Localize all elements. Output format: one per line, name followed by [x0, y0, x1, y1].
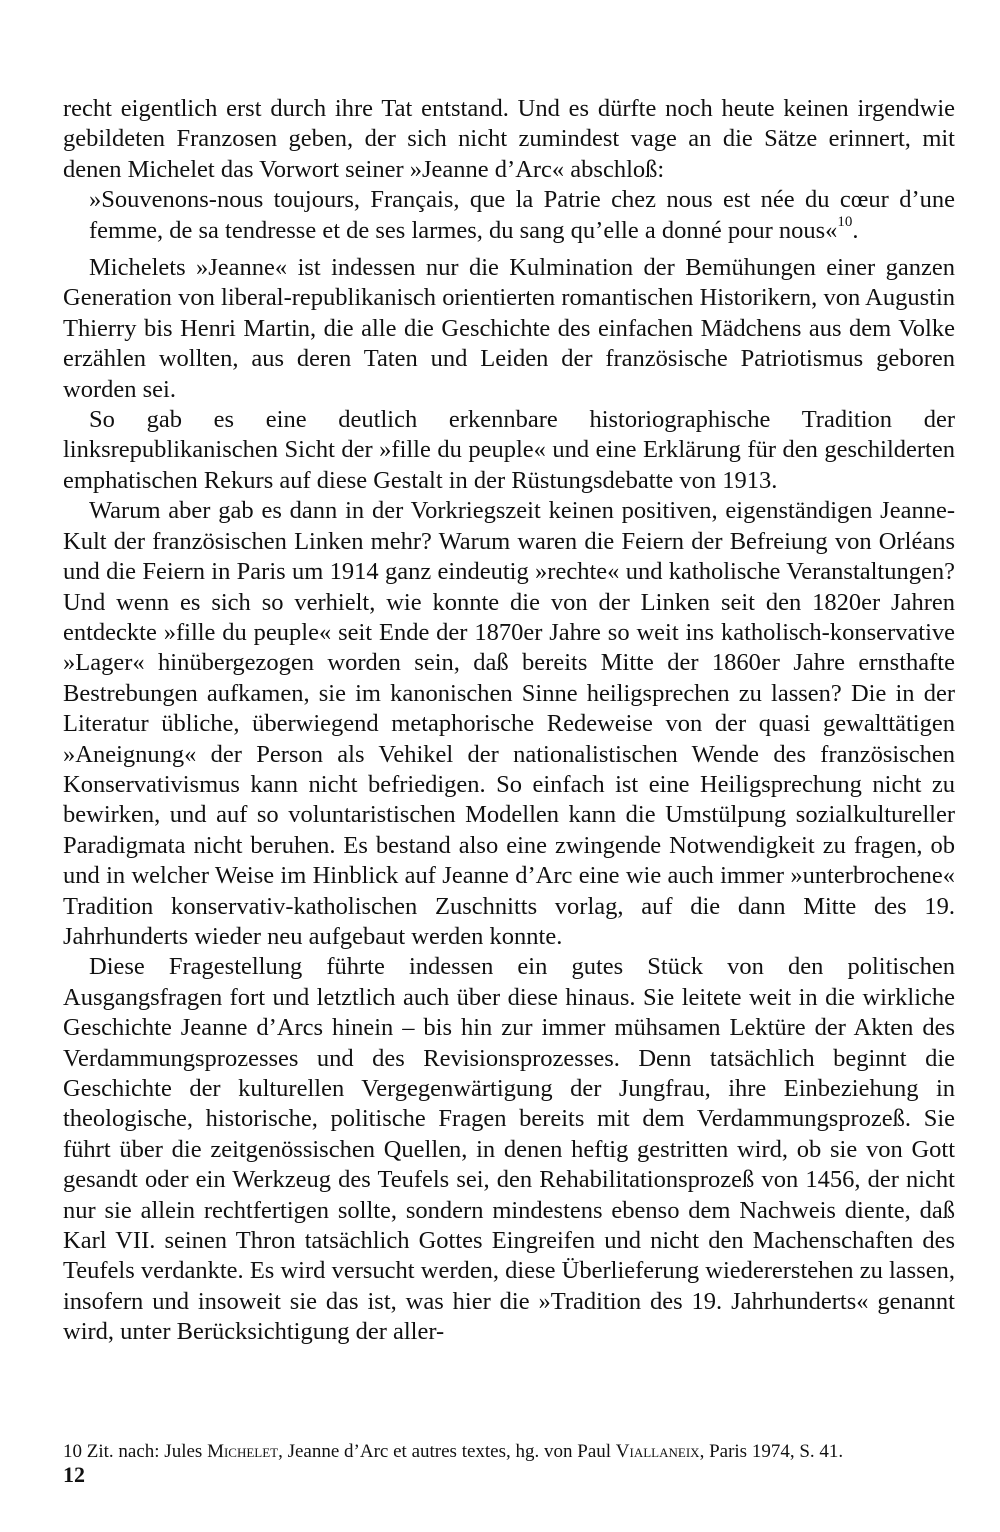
block-quote — [63, 185, 955, 246]
page-number: 12 — [63, 1462, 85, 1487]
paragraph-tradition: So gab es eine deutlich erkennbare historiographische Tradition der linksrepublikanischen Sicht der »fille du peuple« und eine Erklärung für den geschilderten emphatischen Rekurs auf diese Gestalt in der Rüstungsdebatte von 1913. — [63, 406, 955, 494]
footnote-text-middle: , Jeanne d’Arc et autres textes, hg. von Paul — [278, 1441, 612, 1462]
paragraph-vorkriegszeit: Warum aber gab es dann in der Vorkriegszeit keinen positiven, eigenständigen Jeanne-Kult der französischen Linken mehr? Warum waren die Feiern der Befreiung von Orléans und die Feiern in Paris um 1914 ganz eindeutig »rechte« und katholische Veranstaltungen? Und wenn es sich so verhielt, wie konnte die von der Linken seit den 1820er Jahren entdeckte »fille du peuple« seit Ende der 1870er Jahre so weit ins katholisch-konservative »Lager« hinübergezogen worden sein, daß bereits Mitte der 1860er Jahre ernsthafte Bestrebungen aufkamen, sie im kanonischen Sinne heiligsprechen zu lassen? Die in der Literatur übliche, überwiegend metaphorische Redeweise von der quasi gewalttätigen »Aneignung« der Person als Vehikel der nationalistischen Wende des französischen Konservativismus kann nicht befriedigen. So einfach ist eine Heiligsprechung nicht zu bewirken, und auf so voluntaristischen Modellen kann die Umstülpung sozialkultureller Paradigmata nicht beruhen. Es bestand also eine zwingende Notwendigkeit zu fragen, ob und in welcher Weise im Hinblick auf Jeanne d’Arc eine wie auch immer »unterbrochene« Tradition konservativ-katholischen Zuschnitts vorlag, auf die dann Mitte des 19. Jahrhunderts wieder neu aufgebaut werden konnte. — [63, 497, 955, 950]
body-text — [63, 94, 955, 1348]
quote-text: »Souvenons-nous toujours, Français, que la Patrie chez nous est née du cœur d’une femme, de sa tendresse et de ses larmes, du sang qu’elle a donné pour nous« — [89, 186, 955, 244]
footnote-text-start: Zit. nach: Jules — [86, 1441, 203, 1462]
paragraph-intro: recht eigentlich erst durch ihre Tat entstand. Und es dürfte noch heute keinen irgendwie gebildeten Franzosen geben, der sich nicht zumindest vage an die Sätze erinnert, mit denen Michelet das Vorwort seiner »Jeanne d’Arc« abschloß: — [63, 95, 955, 183]
footnote-author: Michelet — [207, 1441, 279, 1462]
footnote-reference: 10 — [837, 214, 853, 231]
footnote-number: 10 — [63, 1441, 82, 1462]
paragraph-michelets-jeanne: Michelets »Jeanne« ist indessen nur die Kulmination der Bemühungen einer ganzen Generation von liberal-republikanisch orientierten romantischen Historikern, von Augustin Thierry bis Henri Martin, die alle die Geschichte des einfachen Mädchens aus dem Volke erzählen wollten, aus deren Taten und Leiden der französische Patriotismus geboren worden sei. — [63, 254, 955, 403]
quote-end: . — [852, 216, 859, 244]
footnote — [63, 1440, 955, 1464]
paragraph-fragestellung: Diese Fragestellung führte indessen ein gutes Stück von den politischen Ausgangsfragen fort und letztlich auch über diese hinaus. Sie leitete weit in die wirkliche Geschichte Jeanne d’Arcs hinein – bis hin zur immer mühsamen Lektüre der Akten des Verdammungsprozesses und des Revisionsprozesses. Denn tatsächlich beginnt die Geschichte der kulturellen Vergegenwärtigung der Jungfrau, ihre Einbeziehung in theologische, historische, politische Fragen bereits mit dem Verdammungsprozeß. Sie führt über die zeitgenössischen Quellen, in denen heftig gestritten wird, ob sie von Gott gesandt oder ein Werkzeug des Teufels sei, den Rehabilitationsprozeß von 1456, der nicht nur sie allein rechtfertigen sollte, sondern mindestens ebenso dem Nachweis diente, daß Karl VII. seinen Thron tatsächlich Gottes Eingreifen und nicht den Machenschaften des Teufels verdankte. Es wird versucht werden, diese Überlieferung wiedererstehen zu lassen, insofern und insoweit sie das ist, was hier die »Tradition des 19. Jahrhunderts« genannt wird, unter Berücksichtigung der aller- — [63, 953, 955, 1346]
footnote-editor: Viallaneix — [615, 1441, 700, 1462]
footnote-text-end: , Paris 1974, S. 41. — [699, 1441, 844, 1462]
